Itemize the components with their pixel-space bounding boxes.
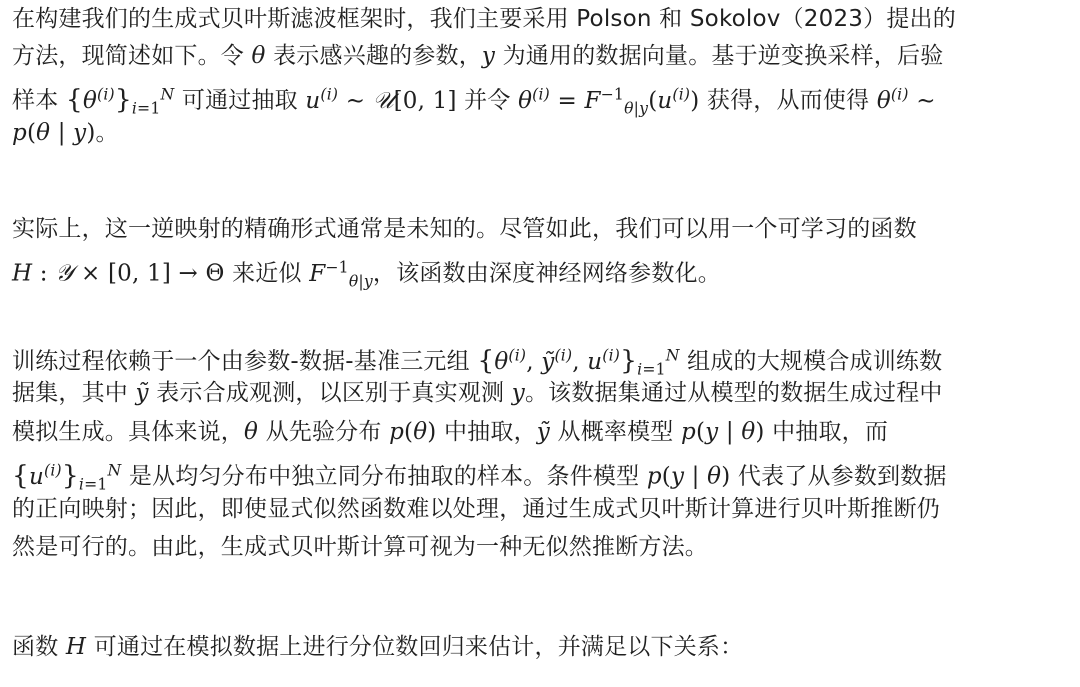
math-expression: $\{u^{(i)}\}_{i=1}^N$	[12, 459, 122, 494]
text-line	[12, 529, 708, 565]
text-segment: 模拟生成。具体来说，	[12, 419, 244, 445]
text-segment: 表示感兴趣的参数，	[265, 43, 482, 69]
math-expression: $\theta^{(i)}$ ∼	[876, 84, 936, 114]
math-expression: {$\theta^{(i)}$, ỹ$^{(i)}$, $u^{(i)}\}_{i=1}^N$	[477, 344, 680, 379]
text-line	[12, 491, 940, 527]
math-expression: p(θ | y)	[12, 120, 96, 146]
text-segment: 函数	[12, 634, 66, 660]
text-segment: 。	[95, 120, 119, 146]
math-expression: $\theta^{(i)} = F^{-1}_{\theta|y}(u^{(i)})$	[518, 84, 700, 118]
text-segment: ，该函数由深度神经网络参数化。	[372, 260, 721, 287]
math-expression: $u^{(i)}$ ∼ 𝒰[0, 1]	[305, 84, 457, 114]
text-segment: 表示合成观测，以区别于真实观测	[148, 380, 512, 406]
math-expression: H	[65, 634, 87, 660]
text-segment: 据集，其中	[12, 380, 136, 406]
text-segment: 中抽取，而	[764, 419, 889, 445]
math-expression: y	[511, 380, 525, 406]
math-expression: p(θ)	[389, 419, 437, 445]
text-segment: 从概率模型	[549, 419, 682, 445]
math-expression: y	[481, 43, 496, 69]
text-line	[12, 211, 917, 247]
text-segment: 为通用的数据向量。基于逆变换采样，后验	[495, 43, 944, 69]
text-segment: 中抽取，	[436, 419, 537, 445]
text-line	[12, 375, 943, 411]
text-segment: 。该数据集通过从模型的数据生成过程中	[524, 380, 943, 406]
math-expression: H : 𝒴 × [0, 1] → Θ	[12, 260, 225, 287]
text-line	[12, 38, 943, 74]
text-segment: 代表了从参数到数据	[730, 463, 947, 490]
math-expression: p(y | θ)	[646, 463, 731, 490]
math-expression: p(y | θ)	[681, 419, 765, 445]
text-line	[12, 249, 721, 299]
math-expression: $\{\theta^{(i)}\}_{i=1}^N$	[65, 83, 175, 118]
math-expression: $F^{-1}_{\theta|y}$	[309, 257, 373, 291]
text-segment: 可通过在模拟数据上进行分位数回归来估计，并满足以下关系：	[86, 634, 744, 660]
text-line	[12, 414, 888, 450]
text-line	[12, 115, 119, 151]
text-segment: 并令	[456, 87, 519, 114]
text-segment: 实际上，这一逆映射的精确形式通常是未知的。尽管如此，我们可以用一个可学习的函数	[12, 216, 917, 242]
math-expression: θ	[251, 43, 266, 69]
text-segment: 可通过抽取	[174, 87, 306, 114]
text-segment: 训练过程依赖于一个由参数-数据-基准三元组	[12, 348, 478, 375]
text-segment: 的正向映射；因此，即使显式似然函数难以处理，通过生成式贝叶斯计算进行贝叶斯推断仍	[12, 496, 940, 522]
text-line	[12, 629, 743, 665]
math-expression: ỹ	[536, 419, 550, 445]
text-segment: 从先验分布	[258, 419, 390, 445]
text-segment: 是从均匀分布中独立同分布抽取的样本。条件模型	[121, 463, 647, 490]
text-segment: 组成的大规模合成训练数	[679, 348, 943, 375]
text-segment: 在构建我们的生成式贝叶斯滤波框架时，我们主要采用 Polson 和 Sokolov（2023）提出的	[12, 6, 956, 32]
text-segment: 来近似	[224, 260, 310, 287]
text-segment: 方法，现简述如下。令	[12, 43, 252, 69]
text-segment: 获得，从而使得	[699, 87, 877, 114]
math-expression: ỹ	[135, 380, 149, 406]
text-line	[12, 76, 936, 126]
text-line	[12, 1, 956, 37]
math-expression: θ	[244, 419, 259, 445]
text-segment: 然是可行的。由此，生成式贝叶斯计算可视为一种无似然推断方法。	[12, 534, 708, 560]
text-segment: 样本	[12, 87, 66, 114]
